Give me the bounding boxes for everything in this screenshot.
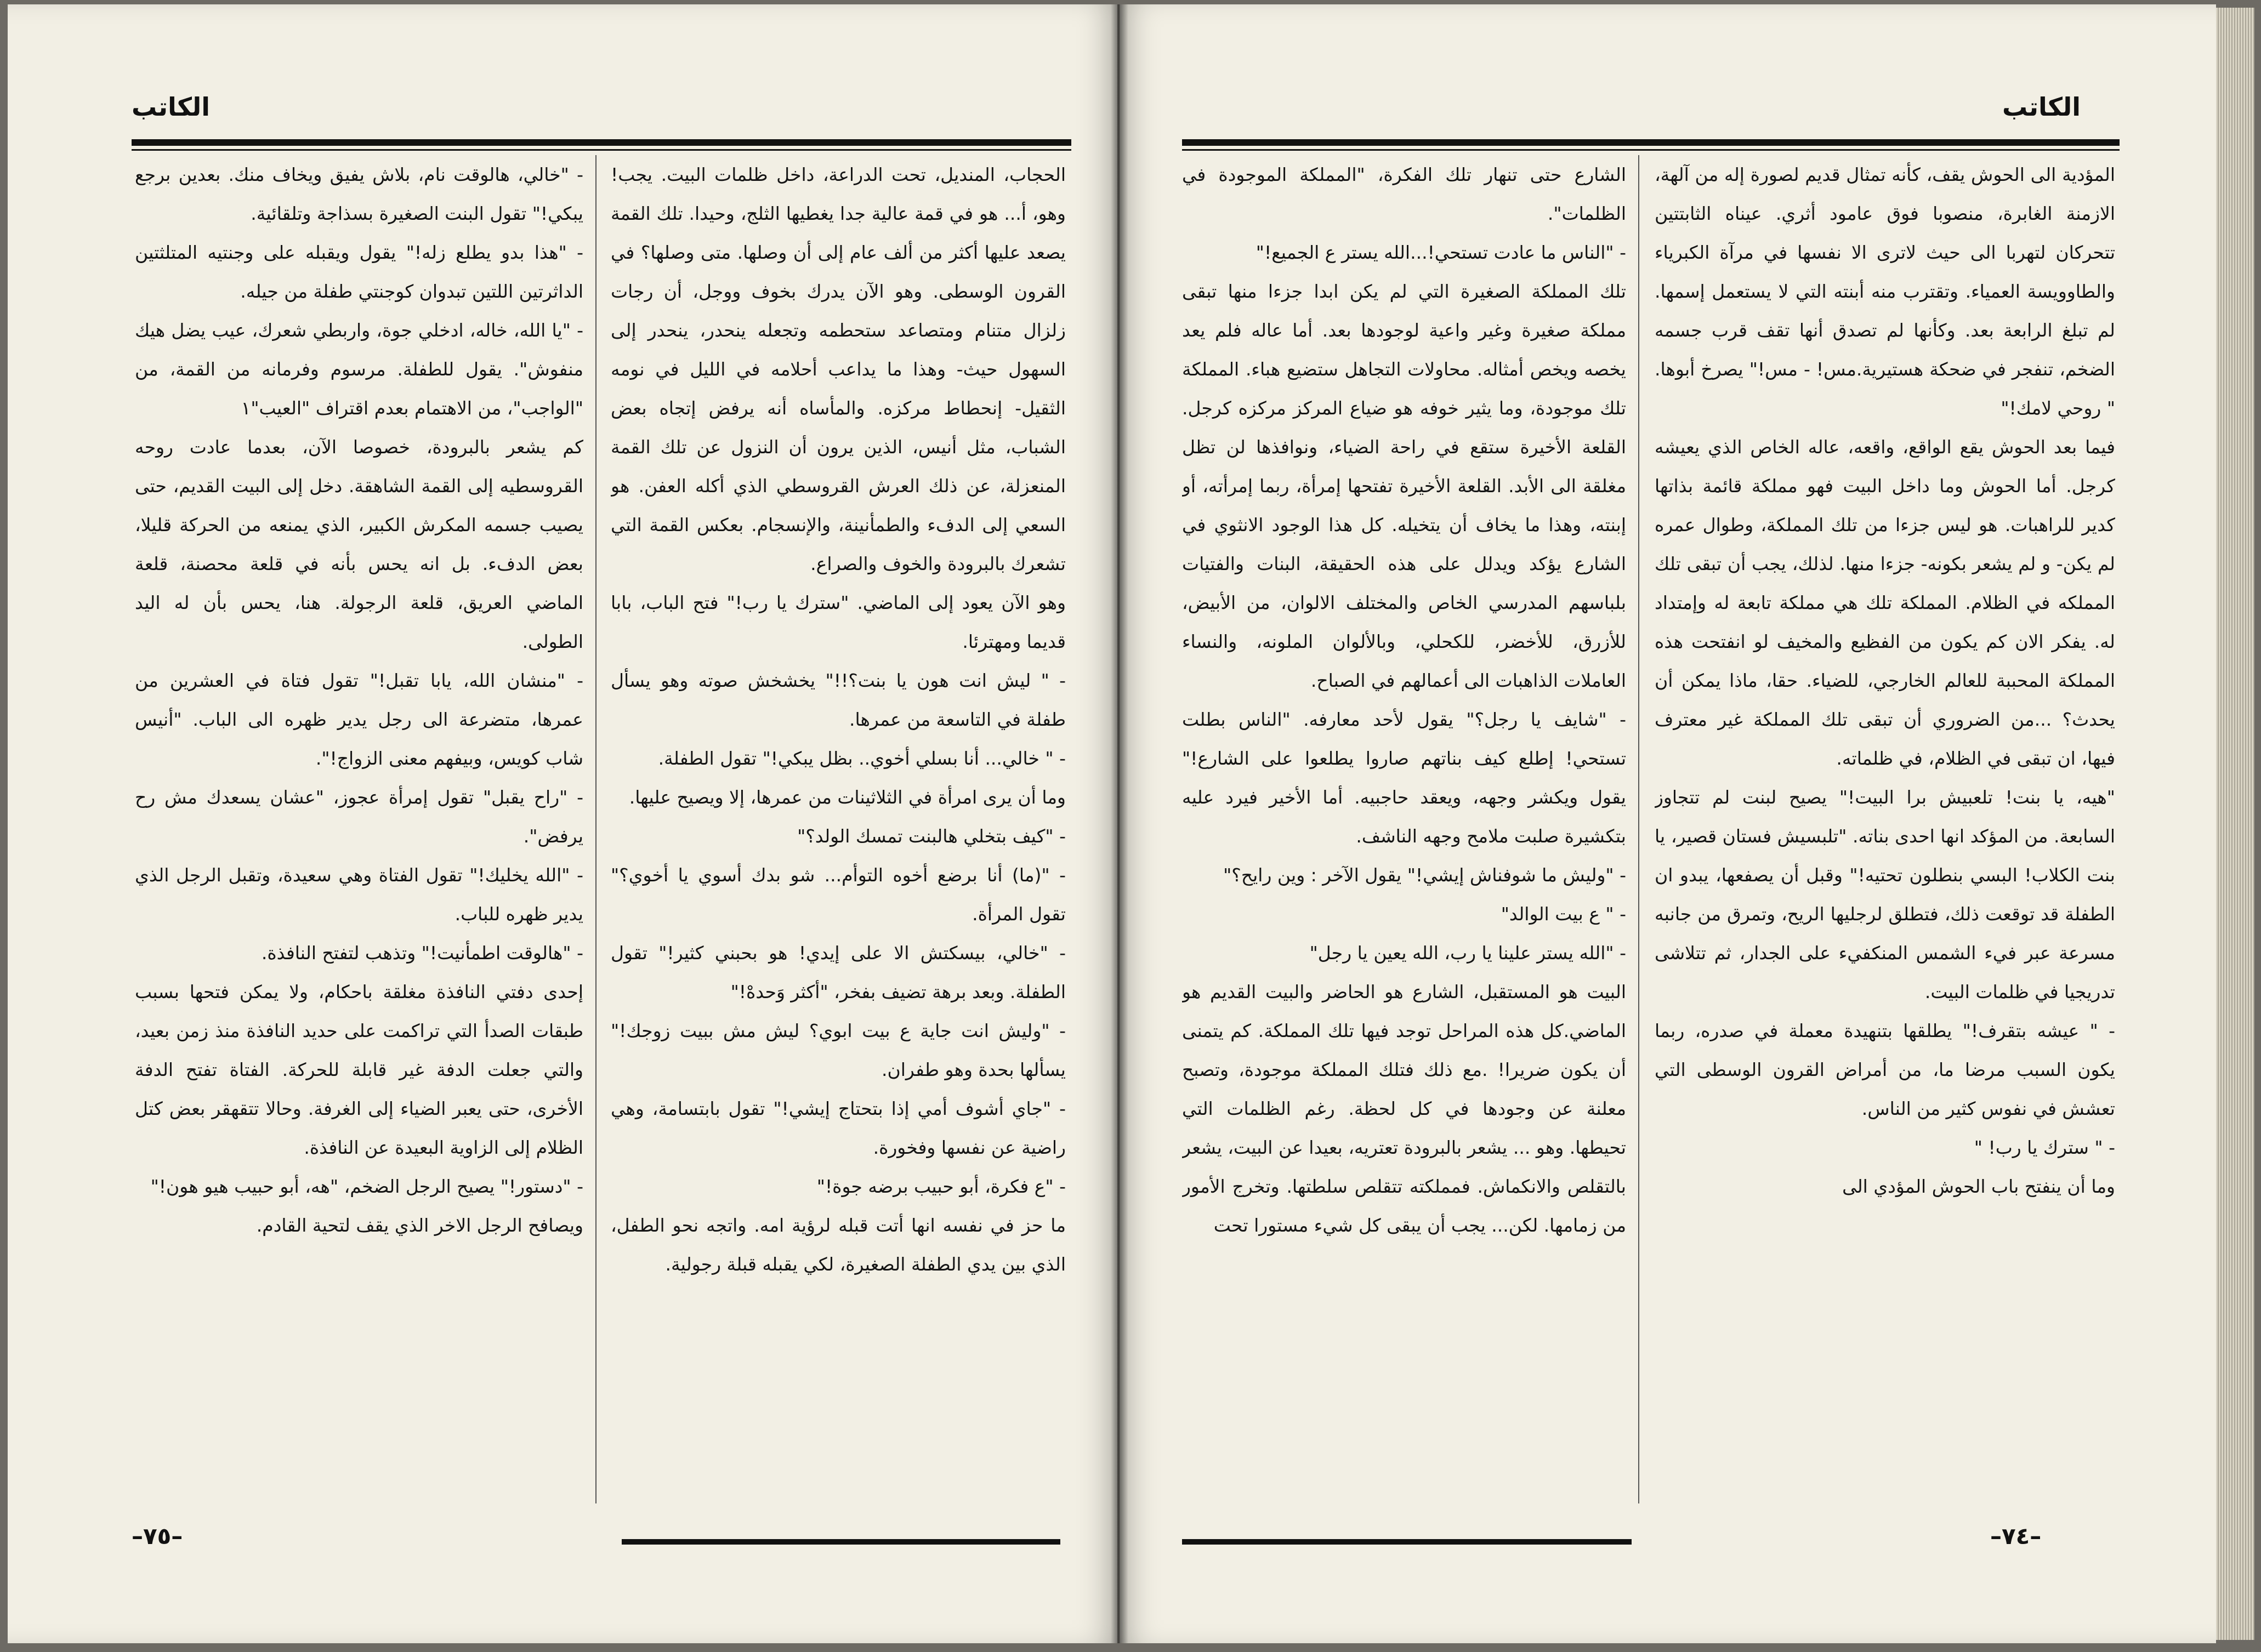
paragraph: - "الناس ما عادت تستحي!...الله يستر ع الجميع!" <box>1256 242 1626 263</box>
paragraph: البيت هو المستقبل، الشارع هو الحاضر والبيت القديم هو الماضي.كل هذه المراحل توجد فيها تلك المملكة. كم يتمنى أن يكون ضريرا! .مع ذلك فتلك المملكة موجودة، وتصبح معلنة عن وجودها في كل لحظة. رغم الظلمات التي تحيطها. وهو ... يشعر بالبرودة تعتريه، بعيدا عن البيت، يشعر بالتقلص والانكماش. فمملكته تتقلص سلطتها. وتخرج الأمور من زمامها. لكن... يجب أن يبقى كل شيء مستورا تحت <box>1182 981 1626 1236</box>
paragraph: - "دستور!" يصيح الرجل الضخم، "هه، أبو حبيب هيو هون!" <box>150 1176 583 1197</box>
text-column-left <box>135 155 583 1503</box>
paragraph: - "خالي، هالوقت نام، بلاش يفيق ويخاف منك. بعدين برجع يبكي!" تقول البنت الصغيرة بسذاجة وتلقائية. <box>135 164 583 224</box>
paragraph: - "منشان الله، يابا تقبل!" تقول فتاة في العشرين من عمرها، متضرعة الى رجل يدير ظهره الى الباب. "أنيس شاب كويس، وبيفهم معنى الزواج!". <box>135 670 583 769</box>
paragraph: إحدى دفتي النافذة مغلقة باحكام، ولا يمكن فتحها بسبب طبقات الصدأ التي تراكمت على حديد النافذة منذ زمن بعيد، والتي جعلت الدفة غير قابلة للحركة. الفتاة تفتح الدفة الأخرى، حتى يعبر الضياء إلى الغرفة. وحالا تتقهقر بعض كتل الظلام إلى الزاوية البعيدة عن النافذة. <box>135 981 583 1158</box>
left-page <box>8 4 1117 1643</box>
paragraph: - " سترك يا رب! " <box>1974 1137 2115 1158</box>
text-column-right <box>611 155 1066 1503</box>
paragraph: المؤدية الى الحوش يقف، كأنه تمثال قديم لصورة إله من آلهة، الازمنة الغابرة، منصوبا فوق عامود أثري. عيناه الثابتتين تتحركان لتهربا الى حيث لاترى الا نفسها في مرآة الكبرياء والطاوويسة العمياء. وتقترب منه أبنته التي لا يستعمل إسمها. لم تبلغ الرابعة بعد. وكأنها لم تصدق أنها تقف قرب جسمه الضخم، تنفجر في ضحكة هستيرية.مس! - مس!" يصرخ أبوها. " روحي لامك!" <box>1655 164 2115 419</box>
paragraph: فيما بعد الحوش يقع الواقع، واقعه، عاله الخاص الذي يعيشه كرجل. أما الحوش وما داخل البيت فهو مملكة قائمة بذاتها كدير للراهبات. هو ليس جزءا من تلك المملكة، وطوال عمره لم يكن- و لم يشعر بكونه- جزءا منها. لذلك، يجب أن تبقى تلك المملكه في الظلام. المملكة تلك هي مملكة تابعة له وإمتداد له. يفكر الان كم يكون من الفظيع والمخيف لو انفتحت هذه المملكة المحببة للعالم الخارجي، للضياء. حقا، ماذا يمكن أن يحدث؟ ...من الضروري أن تبقى تلك المملكة غير معترف فيها، ان تبقى في الظلام، في ظلماته. <box>1655 436 2115 769</box>
paragraph: - "(ما) أنا برضع أخوه التوأم... شو بدك أسوي يا أخوي؟" تقول المرأة. <box>611 864 1066 925</box>
header-rule <box>1182 139 2120 146</box>
paragraph: ما حز في نفسه انها أتت قبله لرؤية امه. واتجه نحو الطفل، الذي بين يدي الطفلة الصغيرة، لكي يقبله قبلة رجولية. <box>611 1215 1066 1275</box>
paragraph: - " ع بيت الوالد" <box>1501 903 1626 925</box>
paragraph: - "شايف يا رجل؟" يقول لأحد معارفه. "الناس بطلت تستحي! إطلع كيف بناتهم صاروا يطلعوا على الشارع!" يقول ويكشر وجهه، ويعقد حاجبيه. أما الأخير فيرد عليه بتكشيرة صلبت ملامح وجهه الناشف. <box>1182 709 1626 847</box>
paragraph: الشارع حتى تنهار تلك الفكرة، "المملكة الموجودة في الظلمات". <box>1182 164 1626 224</box>
paragraph: - "هالوقت اطمأنيت!" وتذهب لتفتح النافذة. <box>261 942 583 964</box>
column-divider <box>595 155 597 1503</box>
footer-rule <box>1182 1539 1632 1545</box>
paragraph: ويصافح الرجل الاخر الذي يقف لتحية القادم. <box>256 1215 583 1236</box>
book-gutter <box>1111 4 1128 1643</box>
paragraph: - "كيف بتخلي هالبنت تمسك الولد؟" <box>797 825 1066 847</box>
paragraph: - "يا الله، خاله، ادخلي جوة، واربطي شعرك، عيب يضل هيك منفوش". يقول للطفلة. مرسوم وفرمانه من القمة، من "الواجب"، من الاهتمام بعدم اقتراف "العيب"١ <box>135 320 583 419</box>
paragraph: وما أن يرى امرأة في الثلاثينات من عمرها، إلا ويصيح عليها. <box>629 787 1066 808</box>
footer-rule <box>622 1539 1060 1545</box>
paragraph: تلك المملكة الصغيرة التي لم يكن ابدا جزءا منها تبقى مملكة صغيرة وغير واعية لوجودها بعد. أما عاله فلم يعد يخصه ويخص أمثاله. محاولات التجاهل ستضيع هباء. المملكة تلك موجودة، وما يثير خوفه هو ضياع المركز مركزه كرجل. القلعة الأخيرة ستقع في راحة الضياء، ونوافذها لن تظل مغلقة الى الأبد. القلعة الأخيرة تفتحها إمرأة، ربما إمرأته، أو إبنته، وهذا ما يخاف أن يتخيله. كل هذا الوجود الانثوي في الشارع يؤكد ويدلل على هذه الحقيقة، البنات والفتيات بلباسهم المدرسي الخاص والمختلف الالوان، من الأبيض، للأزرق، للأخضر، للكحلي، وبالألوان الملونه، والنساء العاملات الذاهبات الى أعمالهم في الصباح. <box>1182 281 1626 691</box>
running-header: الكاتب <box>132 92 211 122</box>
header-rule <box>132 139 1071 146</box>
paragraph: وما أن ينفتح باب الحوش المؤدي الى <box>1842 1176 2115 1197</box>
paragraph: كم يشعر بالبرودة، خصوصا الآن، بعدما عادت روحه القروسطيه إلى القمة الشاهقة. دخل إلى البيت القديم، حتى يصيب جسمه المكرش الكبير، الذي يمنعه من الحركة قليلا، بعض الدفء. بل انه يحس بأنه في قلعة محصنة، قلعة الماضي العريق، قلعة الرجولة. هنا، يحس بأن له اليد الطولى. <box>135 436 583 652</box>
paragraph: الحجاب، المنديل، تحت الدراعة، داخل ظلمات البيت. يجب! وهو، أ... هو في قمة عالية جدا يغطيها الثلج، وحيدا. تلك القمة يصعد عليها أكثر من ألف عام إلى أن وصلها. متى وصلها؟ في القرون الوسطى. وهو الآن يدرك بخوف ووجل، أن رجات زلزال متنام ومتصاعد ستحطمه وتجعله ينحدر، ينحدر إلى السهول حيث- وهذا ما يداعب أحلامه في الليل في نومه الثقيل- إنحطاط مركزه. والمأساه أنه يرفض إتجاه بعض الشباب، مثل أنيس، الذين يرون أن النزول عن تلك القمة المنعزلة، عن ذلك العرش القروسطي الذي أكله العفن. هو السعي إلى الدفء والطمأنينة، والإنسجام. بعكس القمة التي تشعرك بالبرودة والخوف والصراع. <box>611 164 1066 574</box>
page-number: –٧٥– <box>132 1523 183 1550</box>
paragraph: - "راح يقبل" تقول إمرأة عجوز، "عشان يسعدك مش رح يرفض". <box>135 787 583 847</box>
paragraph: - "الله يستر علينا يا رب، الله يعين يا رجل" <box>1309 942 1626 964</box>
right-page <box>1120 4 2216 1643</box>
paragraph: - "وليش انت جاية ع بيت ابوي؟ ليش مش ببيت زوجك!" يسألها بحدة وهو طفران. <box>611 1020 1066 1080</box>
paragraph: - " خالي... أنا بسلي أخوي.. بظل يبكي!" تقول الطفلة. <box>658 748 1066 769</box>
running-header: الكاتب <box>2002 92 2081 122</box>
page-number: –٧٤– <box>1990 1523 2042 1550</box>
page-edges <box>2216 8 2254 1640</box>
text-column-left <box>1182 155 1626 1503</box>
paragraph: - "وليش ما شوفناش إيشي!" يقول الآخر : وين رايح؟" <box>1223 864 1626 886</box>
text-column-right <box>1655 155 2115 1503</box>
paragraph: - " ليش انت هون يا بنت؟!!" يخشخش صوته وهو يسأل طفلة في التاسعة من عمرها. <box>611 670 1066 730</box>
paragraph: - "هذا بدو يطلع زله!" يقول ويقبله على وجنتيه المتلثتين الداثرتين اللتين تبدوان كوجنتي طفلة من جيله. <box>135 242 583 302</box>
paragraph: وهو الآن يعود إلى الماضي. "سترك يا رب!" فتح الباب، بابا قديما ومهترئا. <box>611 592 1066 652</box>
paragraph: - " عيشه بتقرف!" يطلقها بتنهيدة معملة في صدره، ربما يكون السبب مرضا ما، من أمراض القرون الوسطى التي تعشش في نفوس كثير من الناس. <box>1655 1020 2115 1119</box>
paragraph: - "الله يخليك!" تقول الفتاة وهي سعيدة، وتقبل الرجل الذي يدير ظهره للباب. <box>135 864 583 925</box>
header-rule-thin <box>1182 149 2120 151</box>
paragraph: - "خالي، بيسكتش الا على إيدي! هو بحبني كثير!" تقول الطفلة. وبعد برهة تضيف بفخر، "أكثر وَحدهْ!" <box>611 942 1066 1002</box>
paragraph: - "جاي أشوف أمي إذا بتحتاج إيشي!" تقول بابتسامة، وهي راضية عن نفسها وفخورة. <box>611 1098 1066 1158</box>
header-rule-thin <box>132 149 1071 151</box>
paragraph: "هيه، يا بنت! تلعبيش برا البيت!" يصيح لبنت لم تتجاوز السابعة. من المؤكد انها احدى بناته. "تلبسيش فستان قصير، يا بنت الكلاب! البسي بنطلون تحتيه!" وقبل أن يصفعها، يبدو ان الطفلة قد توقعت ذلك، فتطلق لرجليها الريح، وتمرق من جانبه مسرعة عبر فيء الشمس المنكفيء على الجدار، ثم تتلاشى تدريجيا في ظلمات البيت. <box>1655 787 2115 1002</box>
column-divider <box>1638 155 1639 1503</box>
paragraph: - "ع فكرة، أبو حبيب برضه جوة!" <box>816 1176 1066 1197</box>
